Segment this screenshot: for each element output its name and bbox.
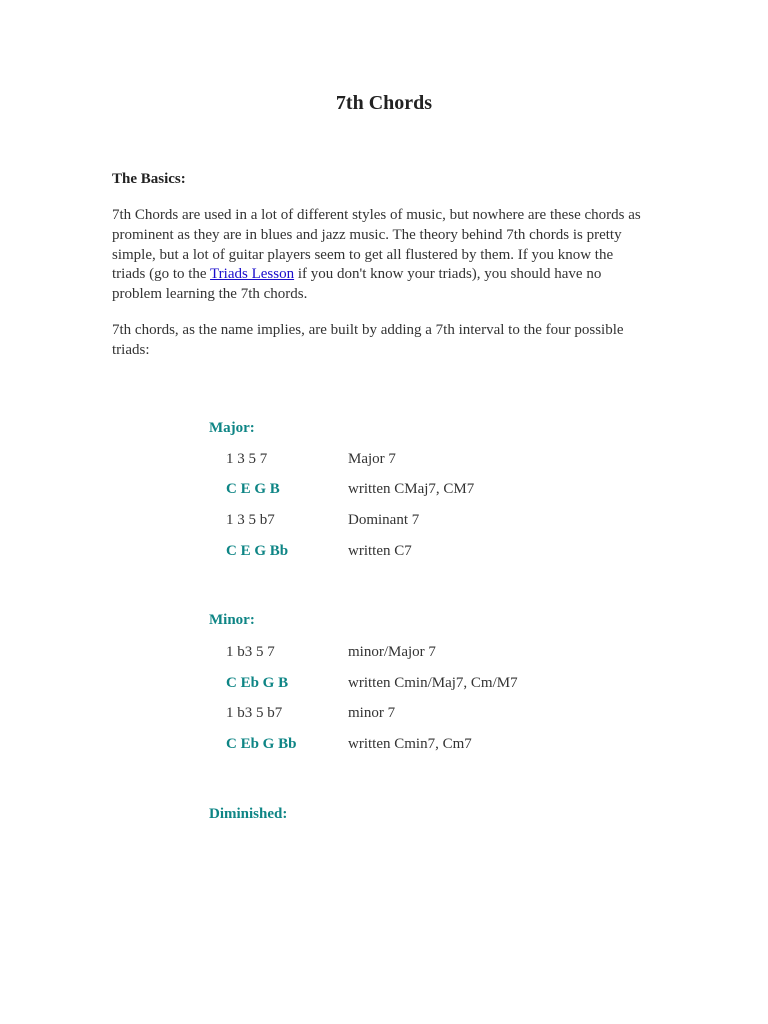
chord-intervals: 1 b3 5 b7 — [226, 705, 283, 721]
chord-description: written C7 — [348, 543, 412, 559]
chord-row — [226, 736, 626, 756]
chord-description: written Cmin/Maj7, Cm/M7 — [348, 675, 518, 691]
intro-text-start: 7th Chords are used in a lot of different styles of music, but nowhere are these chords as prominent as they are in blues and jazz music. The theory behind 7th chords is pretty simple, but a lot of guitar players seem to get all flustered by them. If you know the triads (go to the — [112, 207, 641, 283]
chord-description: written Cmin7, Cm7 — [348, 736, 472, 752]
chord-row — [226, 451, 626, 471]
minor-heading: Minor: — [209, 612, 255, 628]
chord-intervals: 1 3 5 b7 — [226, 512, 275, 528]
diminished-heading: Diminished: — [209, 806, 288, 822]
seventh-chords-paragraph: 7th chords, as the name implies, are built by adding a 7th interval to the four possible triads: — [112, 322, 624, 358]
page-title: 7th Chords — [335, 92, 433, 114]
chord-row — [226, 644, 626, 664]
chord-intervals: 1 b3 5 7 — [226, 644, 275, 660]
chord-notes: C Eb G B — [226, 675, 289, 691]
chord-notes: C E G B — [226, 481, 280, 497]
triads-lesson-link[interactable]: Triads Lesson — [210, 266, 295, 283]
basics-heading: The Basics: — [112, 171, 186, 187]
intro-text-end: if you don't know your triads), you should have no problem learning the 7th chords. — [112, 266, 602, 303]
chord-description: minor 7 — [348, 705, 396, 721]
chord-row — [226, 543, 626, 563]
chord-intervals: 1 3 5 7 — [226, 451, 268, 467]
chord-row — [226, 675, 626, 695]
chord-row — [226, 481, 626, 501]
major-heading: Major: — [209, 420, 255, 436]
chord-notes: C Eb G Bb — [226, 736, 297, 752]
intro-paragraph — [112, 206, 642, 305]
chord-row — [226, 512, 626, 532]
chord-notes: C E G Bb — [226, 543, 289, 559]
chord-description: Dominant 7 — [348, 512, 420, 528]
chord-description: Major 7 — [348, 451, 396, 467]
chord-description: written CMaj7, CM7 — [348, 481, 475, 497]
chord-description: minor/Major 7 — [348, 644, 436, 660]
chord-row — [226, 705, 626, 725]
